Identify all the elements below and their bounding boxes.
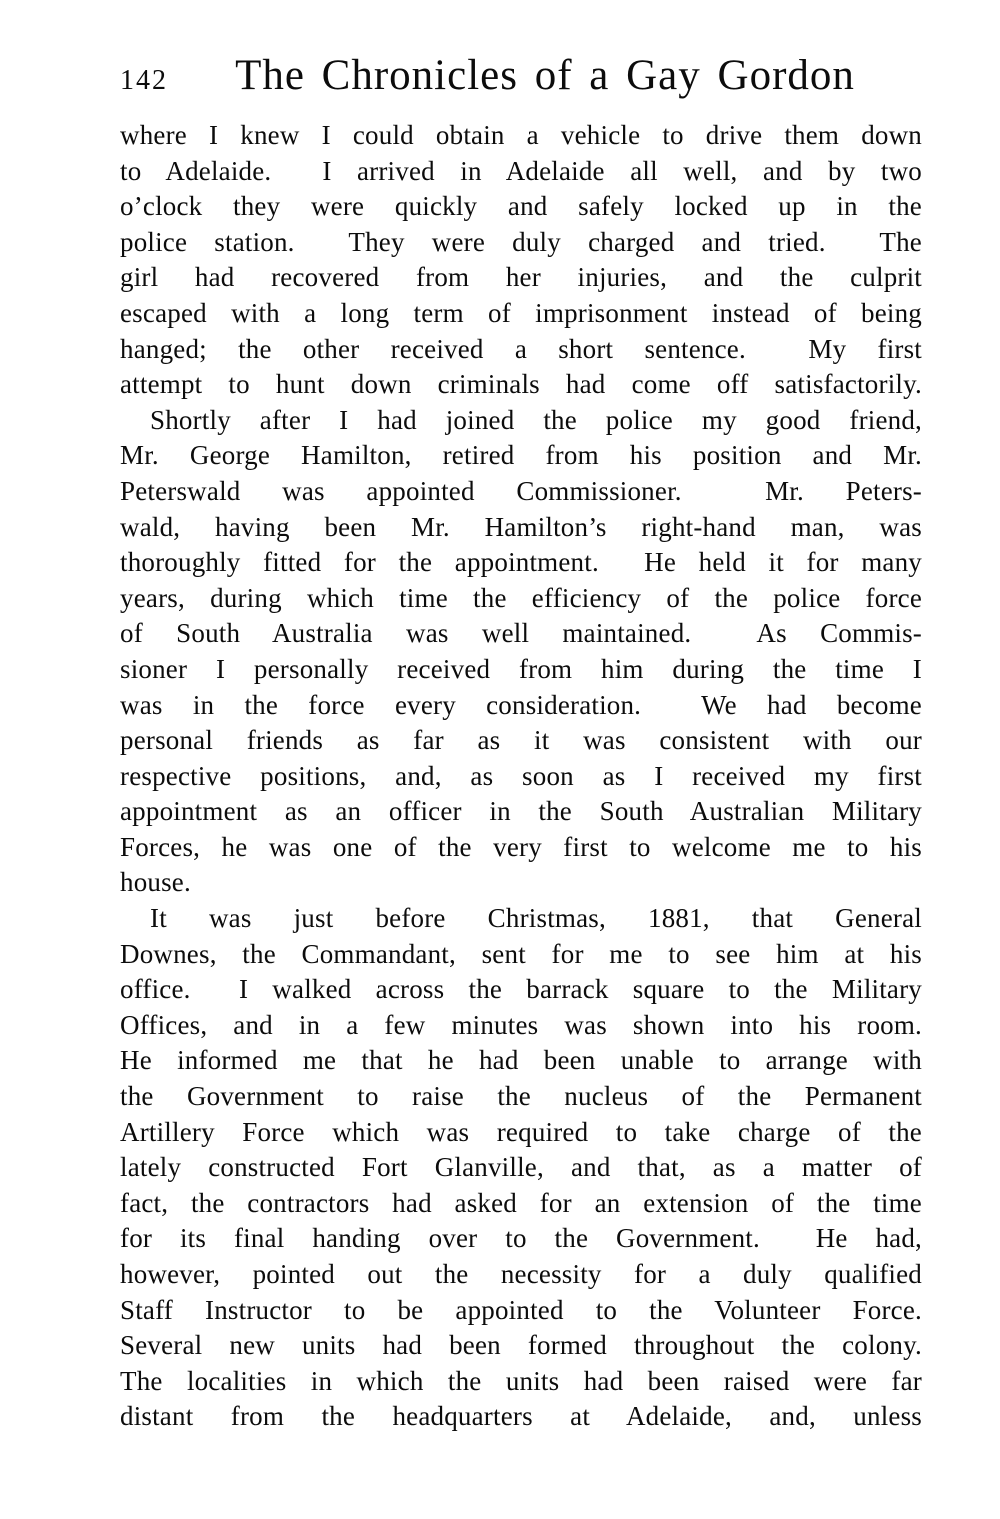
text-line: He informed me that he had been unable to arrange with <box>120 1045 922 1076</box>
text-line: office. I walked across the barrack square to the Military <box>120 974 922 1005</box>
text-line: where I knew I could obtain a vehicle to drive them down <box>120 120 922 150</box>
page-body <box>120 118 922 1435</box>
paragraph <box>120 403 922 901</box>
text-line: for its final handing over to the Government. He had, <box>120 1223 922 1254</box>
text-line: o’clock they were quickly and safely locked up in the <box>120 191 922 222</box>
text-line: girl had recovered from her injuries, and the culprit <box>120 262 922 293</box>
text-line: lately constructed Fort Glanville, and that, as a matter of <box>120 1152 922 1183</box>
text-line: It was just before Christmas, 1881, that General <box>150 903 922 934</box>
text-line: house. <box>120 867 191 898</box>
text-line: hanged; the other received a short sentence. My first <box>120 333 922 364</box>
page-number: 142 <box>120 65 168 96</box>
text-line: years, during which time the efficiency of the police force <box>120 582 922 613</box>
text-line: Downes, the Commandant, sent for me to see him at his <box>120 938 922 969</box>
text-line: escaped with a long term of imprisonment instead of being <box>120 297 922 328</box>
text-line: Forces, he was one of the very first to welcome me to his <box>120 831 922 862</box>
text-line: wald, having been Mr. Hamilton’s right-hand man, was <box>120 511 922 542</box>
text-line: sioner I personally received from him during the time I <box>120 653 922 684</box>
text-line: Mr. George Hamilton, retired from his position and Mr. <box>120 440 922 471</box>
text-line: of South Australia was well maintained. As Commis- <box>120 618 922 649</box>
text-line: Peterswald was appointed Commissioner. Mr. Peters- <box>120 475 922 506</box>
text-line: respective positions, and, as soon as I received my first <box>120 760 922 791</box>
text-line: appointment as an officer in the South Australian Military <box>120 796 922 827</box>
text-line: Staff Instructor to be appointed to the Volunteer Force. <box>120 1294 922 1325</box>
text-line: Shortly after I had joined the police my good friend, <box>150 404 922 435</box>
page-header <box>120 54 922 97</box>
text-line: attempt to hunt down criminals had come off satisfactorily. <box>120 369 922 400</box>
text-line: fact, the contractors had asked for an extension of the time <box>120 1187 922 1218</box>
page-title: The Chronicles of a Gay Gordon <box>235 52 855 99</box>
text-line: was in the force every consideration. We had become <box>120 689 922 720</box>
text-line: Artillery Force which was required to take charge of the <box>120 1116 922 1147</box>
text-line: distant from the headquarters at Adelaide, and, unless <box>120 1401 922 1432</box>
paragraph <box>120 118 922 403</box>
text-line: however, pointed out the necessity for a duly qualified <box>120 1259 922 1289</box>
text-line: thoroughly fitted for the appointment. He held it for many <box>120 547 922 578</box>
paragraph <box>120 901 922 1435</box>
text-line: The localities in which the units had been raised were far <box>120 1365 922 1396</box>
text-line: Several new units had been formed throughout the colony. <box>120 1330 922 1361</box>
text-line: personal friends as far as it was consistent with our <box>120 725 922 756</box>
text-line: to Adelaide. I arrived in Adelaide all well, and by two <box>120 155 922 186</box>
text-line: police station. They were duly charged and tried. The <box>120 226 922 257</box>
text-line: Offices, and in a few minutes was shown into his room. <box>120 1009 922 1040</box>
text-line: the Government to raise the nucleus of the Permanent <box>120 1081 922 1112</box>
